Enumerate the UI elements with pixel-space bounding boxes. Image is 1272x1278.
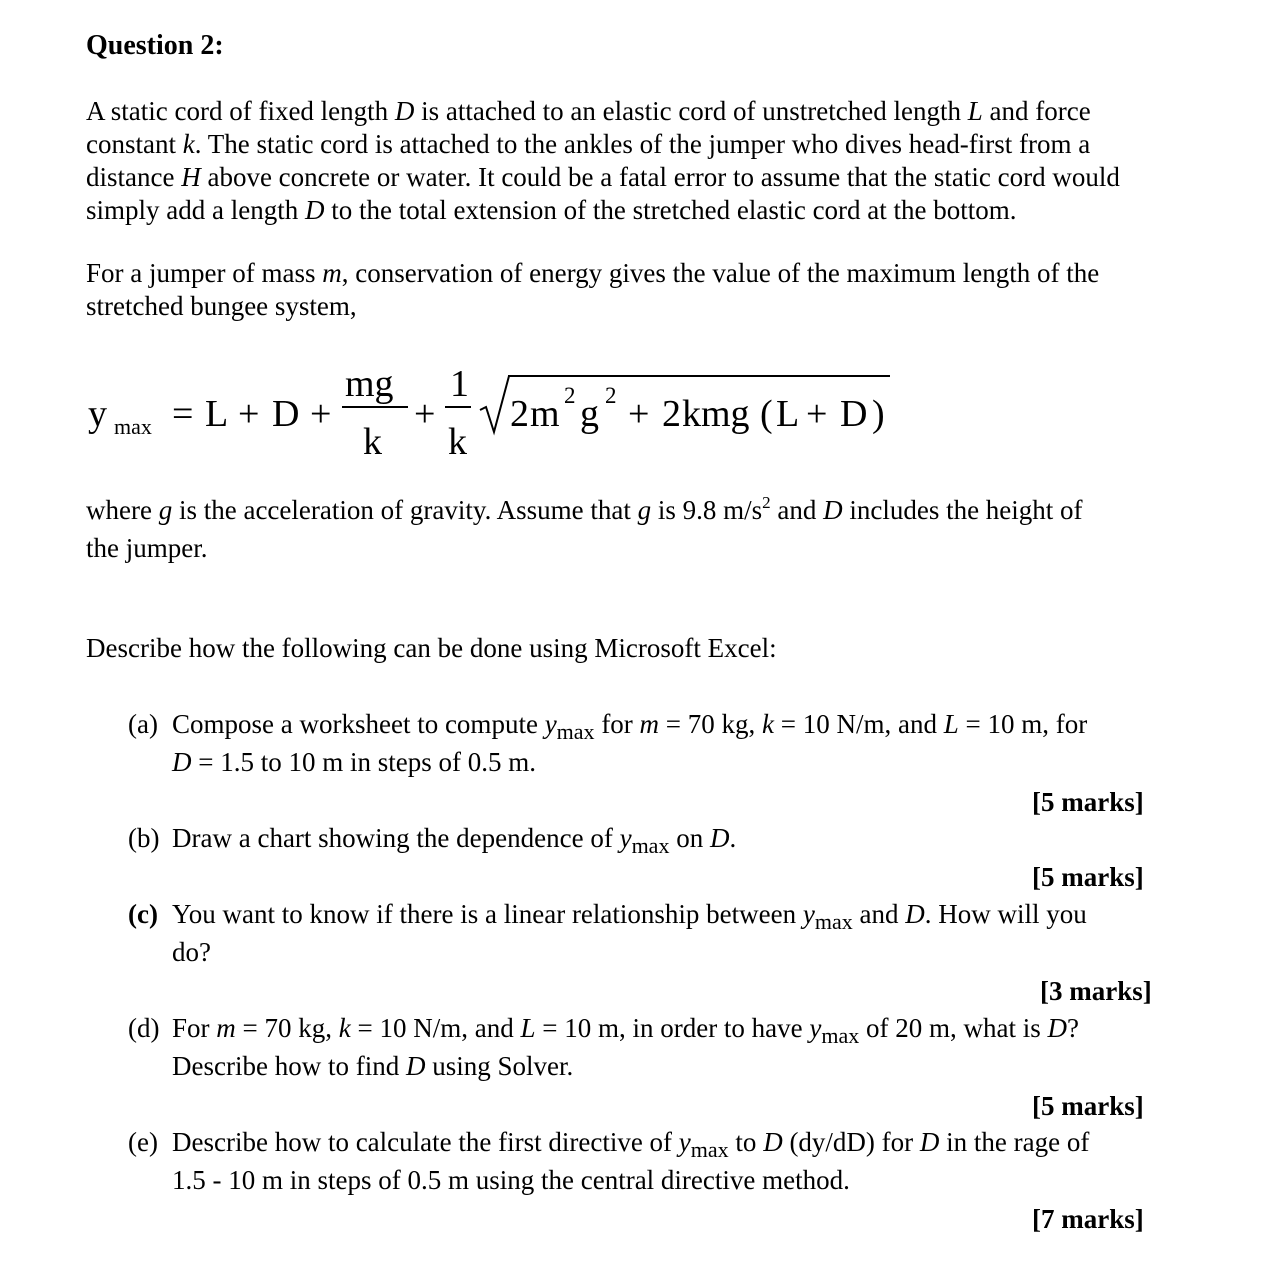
- item-d-line-1: (d) For m = 70 kg, k = 10 N/m, and L = 10 m, in order to have $y_{max}$ of 20 m, what is D?: [128, 1013, 1080, 1048]
- item-d-marks: [5 marks]: [1032, 1091, 1144, 1121]
- eq-plus-3: +: [414, 393, 436, 435]
- eq-y: y: [88, 393, 107, 435]
- item-e-line-1: (e) Describe how to calculate the first directive of $y_{max}$ to D (dy/dD) for D in the rage of: [128, 1127, 1090, 1162]
- eq-root-kmg: kmg: [682, 393, 750, 435]
- intro-line-1: A static cord of fixed length D is attached to an elastic cord of unstretched length L and force: [86, 96, 1091, 126]
- intro-line-2: constant k. The static cord is attached to the ankles of the jumper who dives head-first from a: [86, 129, 1091, 159]
- eq-root-m: m: [530, 393, 560, 435]
- gravity-line-1: where g is the acceleration of gravity. Assume that g is 9.8 $m/s^2$ and D includes the height of: [86, 493, 1083, 525]
- eq-root-m-exponent: 2: [564, 383, 576, 408]
- describe-heading: Describe how the following can be done using Microsoft Excel:: [86, 633, 777, 663]
- eq-root-D: D: [840, 393, 868, 435]
- eq-frac2-numerator: 1: [450, 363, 469, 405]
- eq-frac1-numerator: mg: [345, 363, 394, 405]
- item-a-marks: [5 marks]: [1032, 787, 1144, 817]
- eq-frac1-denominator: k: [363, 421, 382, 463]
- question-title: Question 2:: [86, 30, 224, 61]
- eq-root-L: L: [776, 393, 800, 435]
- eq-root-plus-2: +: [806, 393, 828, 435]
- item-c-line-2: do?: [172, 937, 211, 967]
- eq-plus-1: +: [238, 393, 260, 435]
- gravity-line-2: the jumper.: [86, 533, 208, 563]
- eq-root-coef-b: 2: [662, 393, 681, 435]
- eq-frac2-bar: [445, 406, 471, 408]
- intro-line-3: distance H above concrete or water. It could be a fatal error to assume that the static cord would: [86, 162, 1120, 192]
- eq-paren-open: (: [760, 393, 773, 435]
- item-a-line-1: (a) Compose a worksheet to compute $y_{max}$ for m = 70 kg, k = 10 N/m, and L = 10 m, for: [128, 709, 1088, 744]
- eq-D: D: [272, 393, 300, 435]
- eq-y-subscript: max: [114, 414, 152, 439]
- eq-root-vinculum: [508, 375, 890, 377]
- item-e-marks: [7 marks]: [1032, 1204, 1144, 1234]
- item-b-marks: [5 marks]: [1032, 862, 1144, 892]
- sqrt-radical-icon: [478, 374, 510, 436]
- item-c-line-1: (c) You want to know if there is a linear relationship between $y_{max}$ and D. How will you: [128, 899, 1087, 934]
- item-c-marks: [3 marks]: [1040, 976, 1152, 1006]
- intro-line-4: simply add a length D to the total extension of the stretched elastic cord at the bottom.: [86, 195, 1017, 225]
- eq-root-plus: +: [628, 393, 650, 435]
- eq-L: L: [205, 393, 229, 435]
- eq-root-g: g: [580, 393, 599, 435]
- eq-frac2-denominator: k: [448, 421, 467, 463]
- item-a-line-2: D = 1.5 to 10 m in steps of 0.5 m.: [172, 747, 536, 777]
- eq-plus-2: +: [310, 393, 332, 435]
- item-b-line-1: (b) Draw a chart showing the dependence of $y_{max}$ on D.: [128, 823, 737, 858]
- energy-line-1: For a jumper of mass m, conservation of energy gives the value of the maximum length of the: [86, 258, 1100, 288]
- eq-frac1-bar: [342, 406, 408, 408]
- eq-paren-close: ): [872, 393, 885, 435]
- eq-root-coef-2: 2: [510, 393, 529, 435]
- energy-line-2: stretched bungee system,: [86, 291, 357, 321]
- eq-root-g-exponent: 2: [605, 383, 617, 408]
- eq-equals: =: [172, 393, 194, 435]
- item-e-line-2: 1.5 - 10 m in steps of 0.5 m using the central directive method.: [172, 1165, 850, 1195]
- item-d-line-2: Describe how to find D using Solver.: [172, 1051, 574, 1081]
